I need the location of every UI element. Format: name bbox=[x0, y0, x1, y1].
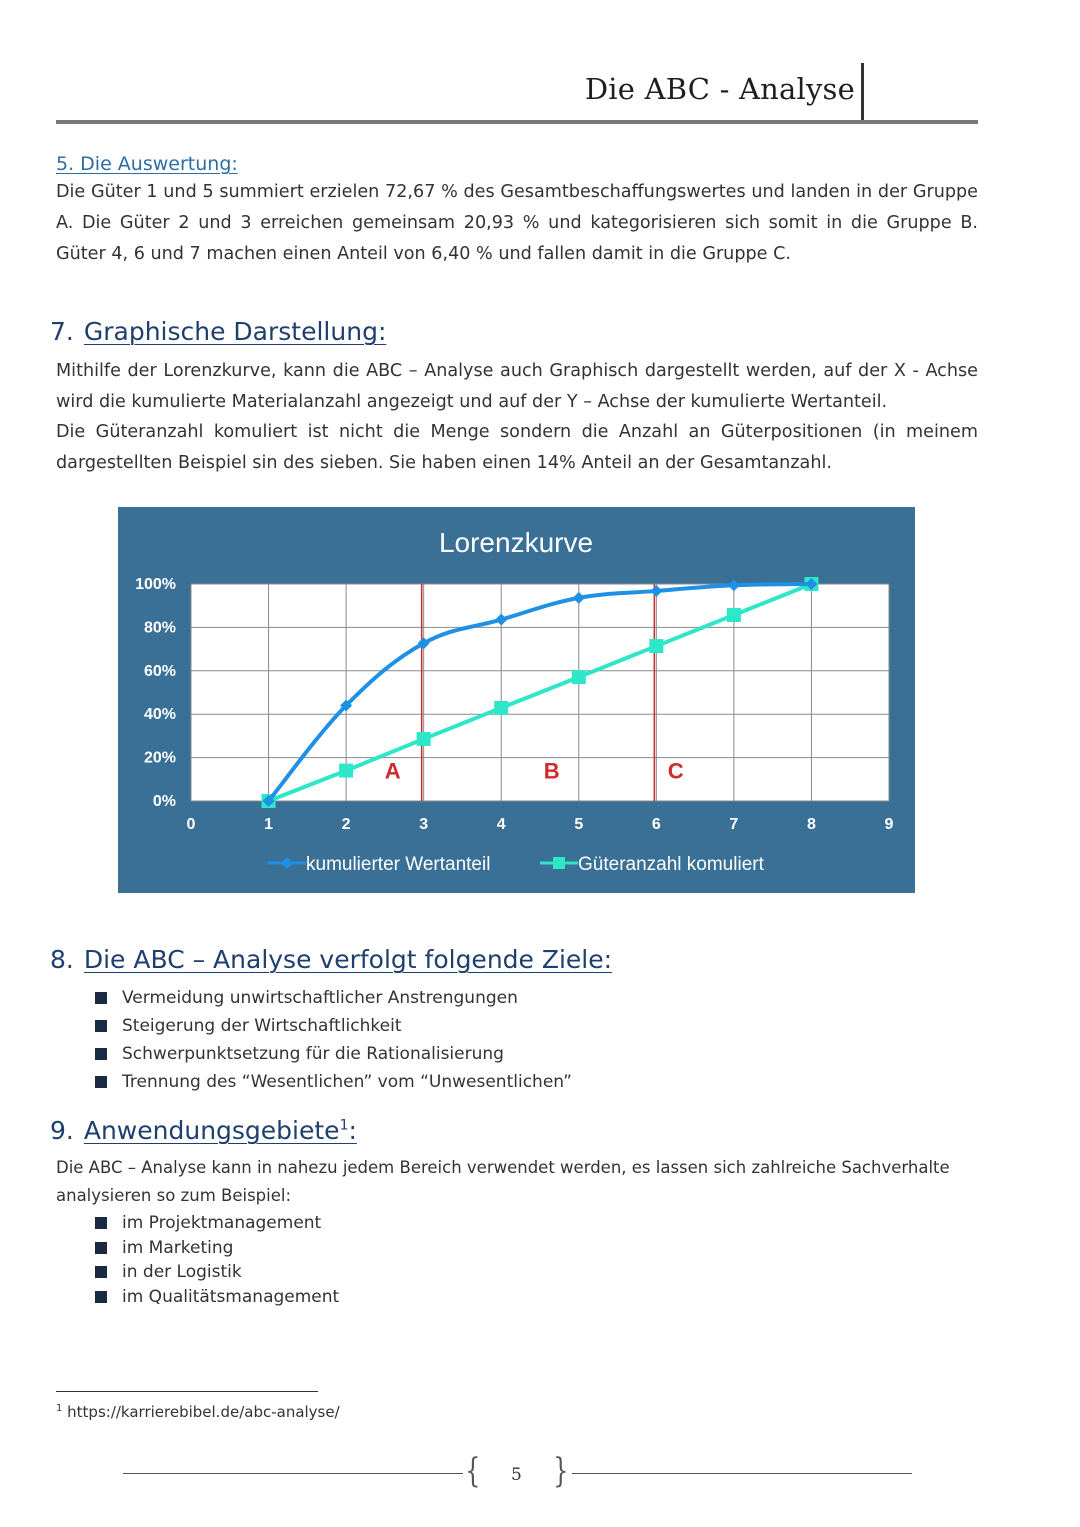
section8-list bbox=[95, 984, 572, 1096]
page-number: 5 bbox=[511, 1465, 522, 1485]
section5-text: Die Güter 1 und 5 summiert erzielen 72,67 % des Gesamtbeschaffungswertes und landen in der Gruppe A. Die Güter 2 und 3 erreichen gemeinsam 20,93 % und kategorisieren sich somit in die Gruppe B. Güter 4, 6 und 7 machen einen Anteil von 6,40 % und fallen damit in die Gruppe C. bbox=[56, 182, 978, 264]
x-tick-label: 5 bbox=[574, 816, 584, 833]
list-item: Schwerpunktsetzung für die Rationalisierung bbox=[95, 1040, 572, 1068]
data-point-gueteranzahl bbox=[494, 701, 508, 715]
group-label: C bbox=[667, 758, 684, 784]
x-tick-label: 2 bbox=[341, 816, 351, 833]
lorenz-chart-svg bbox=[118, 507, 915, 893]
x-tick-label: 7 bbox=[729, 816, 739, 833]
section5-heading: 5. Die Auswertung: bbox=[56, 153, 238, 175]
bullet-square-icon bbox=[95, 1217, 107, 1229]
group-label: A bbox=[384, 758, 401, 784]
footnote-separator bbox=[56, 1391, 318, 1392]
footer-line-right bbox=[572, 1473, 912, 1474]
bullet-square-icon bbox=[95, 1048, 107, 1060]
y-tick-label: 80% bbox=[143, 619, 176, 637]
list-item: Trennung des “Wesentlichen” vom “Unwesentlichen” bbox=[95, 1068, 572, 1096]
y-tick-label: 0% bbox=[152, 793, 176, 810]
header-vertical-bar bbox=[861, 63, 864, 121]
y-tick-label: 100% bbox=[135, 576, 176, 593]
footer-brace-left: { bbox=[465, 1451, 481, 1491]
x-tick-label: 6 bbox=[651, 816, 661, 833]
footnote bbox=[56, 1403, 340, 1421]
list-item: Steigerung der Wirtschaftlichkeit bbox=[95, 1012, 572, 1040]
footnote-link[interactable]: https://karrierebibel.de/abc-analyse/ bbox=[67, 1403, 340, 1421]
list-item: im Qualitätsmanagement bbox=[95, 1285, 339, 1310]
x-tick-label: 1 bbox=[264, 816, 274, 833]
data-point-gueteranzahl bbox=[572, 670, 586, 684]
bullet-square-icon bbox=[95, 1020, 107, 1032]
list-item: im Marketing bbox=[95, 1236, 339, 1261]
group-label: B bbox=[543, 758, 560, 784]
chart-title: Lorenzkurve bbox=[438, 527, 594, 558]
section9-heading bbox=[50, 1116, 357, 1145]
footer-brace-right: } bbox=[553, 1451, 569, 1491]
bullet-square-icon bbox=[95, 1291, 107, 1303]
footer-line-left bbox=[123, 1473, 463, 1474]
section8-number: 8. bbox=[50, 945, 74, 974]
header-rule bbox=[56, 120, 978, 124]
legend-label-gueteranzahl: Güteranzahl komuliert bbox=[578, 854, 764, 875]
section9-text: Die ABC – Analyse kann in nahezu jedem Bereich verwendet werden, es lassen sich zahlreiche Sachverhalte analysieren so zum Beispiel: bbox=[56, 1158, 950, 1205]
section9-list bbox=[95, 1211, 339, 1309]
section7-heading bbox=[50, 317, 386, 346]
footnote-mark: 1 bbox=[56, 1403, 63, 1414]
legend-marker-gueteranzahl bbox=[553, 857, 565, 869]
bullet-square-icon bbox=[95, 1242, 107, 1254]
footnote-ref[interactable]: 1 bbox=[339, 1117, 349, 1134]
page-header-title: Die ABC - Analyse bbox=[584, 72, 855, 106]
x-tick-label: 0 bbox=[186, 816, 196, 833]
section9-number: 9. bbox=[50, 1116, 74, 1145]
x-tick-label: 3 bbox=[419, 816, 429, 833]
list-item: Vermeidung unwirtschaftlicher Anstrengungen bbox=[95, 984, 572, 1012]
y-tick-label: 40% bbox=[143, 706, 176, 724]
list-item: in der Logistik bbox=[95, 1260, 339, 1285]
section7-title: Graphische Darstellung: bbox=[83, 317, 387, 346]
data-point-gueteranzahl bbox=[417, 732, 431, 746]
section7-text-1: Mithilfe der Lorenzkurve, kann die ABC – Analyse auch Graphisch dargestellt werden, auf der X - Achse wird die kumulierte Materialanzahl angezeigt und auf der Y – Achse der kumulierte Wertanteil. bbox=[56, 361, 978, 412]
data-point-gueteranzahl bbox=[339, 764, 353, 778]
legend-label-wertanteil: kumulierter Wertanteil bbox=[306, 854, 491, 875]
data-point-gueteranzahl bbox=[649, 639, 663, 653]
lorenz-chart bbox=[118, 507, 915, 893]
section8-title: Die ABC – Analyse verfolgt folgende Ziele: bbox=[83, 945, 613, 974]
data-point-gueteranzahl bbox=[727, 608, 741, 622]
section7-text-2: Die Güteranzahl komuliert ist nicht die Menge sondern die Anzahl an Güterpositionen (in meinem dargestellten Beispiel sin des sieben. Sie haben einen 14% Anteil an der Gesamtanzahl. bbox=[56, 422, 978, 473]
y-tick-label: 20% bbox=[143, 749, 176, 767]
y-tick-label: 60% bbox=[143, 662, 176, 680]
section9-title: Anwendungsgebiete$^1$: bbox=[83, 1116, 357, 1145]
x-tick-label: 9 bbox=[884, 816, 894, 833]
section7-number: 7. bbox=[50, 317, 74, 346]
bullet-square-icon bbox=[95, 992, 107, 1004]
section8-heading bbox=[50, 945, 612, 974]
x-tick-label: 8 bbox=[806, 816, 816, 833]
x-tick-label: 4 bbox=[496, 816, 506, 833]
list-item: im Projektmanagement bbox=[95, 1211, 339, 1236]
bullet-square-icon bbox=[95, 1076, 107, 1088]
bullet-square-icon bbox=[95, 1266, 107, 1278]
